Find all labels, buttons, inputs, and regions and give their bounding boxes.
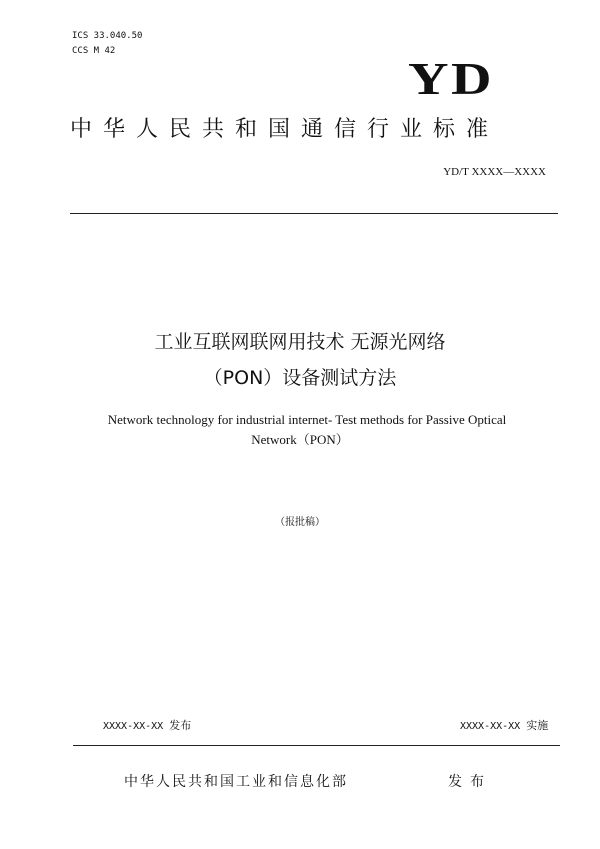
issue-date: XXXX-XX-XX [103, 721, 164, 732]
english-title-line-2: Network（PON） [251, 432, 349, 447]
chinese-title-line-2: （PON）设备测试方法 [203, 367, 397, 389]
implementation-date-suffix: 实施 [526, 719, 549, 732]
footer-divider [73, 745, 560, 746]
standard-category-title: 中华人民共和国通信行业标准 [70, 117, 500, 142]
draft-status-label: （报批稿） [275, 517, 325, 528]
ccs-code: CCS M 42 [72, 46, 116, 56]
issue-date-line [103, 718, 191, 735]
implementation-date-line [460, 718, 548, 735]
standard-number: YD/T XXXX—XXXX [443, 166, 546, 178]
publish-label: 发布 [448, 774, 492, 790]
issue-date-suffix: 发布 [169, 719, 192, 732]
chinese-title-line-1: 工业互联网联网用技术 无源光网络 [154, 331, 446, 353]
implementation-date: XXXX-XX-XX [460, 721, 521, 732]
header-divider [70, 213, 558, 214]
ics-code: ICS 33.040.50 [72, 31, 143, 41]
english-title-line-1: Network technology for industrial internet- Test methods for Passive Optical [107, 412, 507, 427]
publisher-name: 中华人民共和国工业和信息化部 [124, 774, 348, 790]
yd-logo: YD [408, 53, 494, 104]
